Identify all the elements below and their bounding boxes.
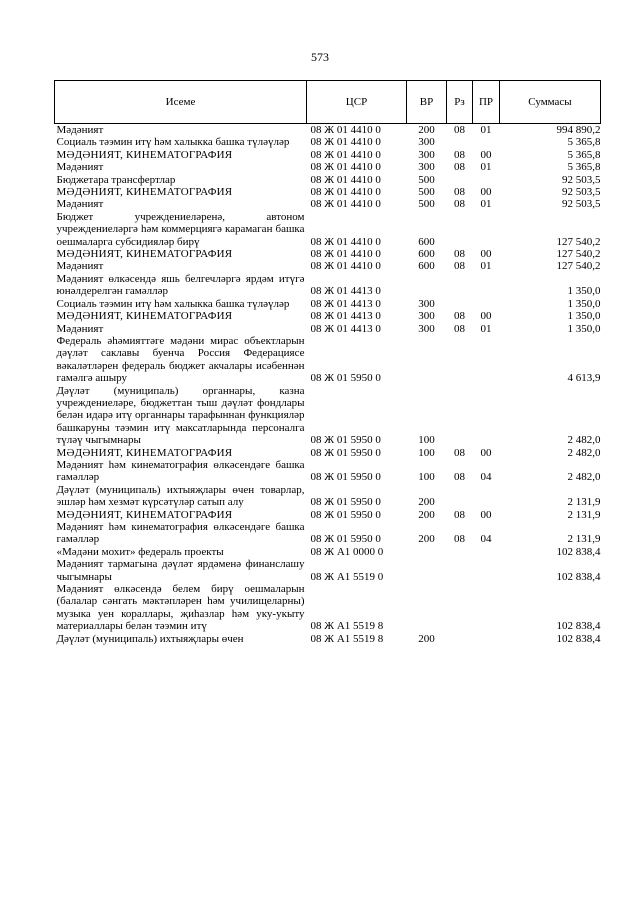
cell-vr: 200 [418, 632, 435, 645]
table-row [55, 521, 601, 546]
cell-vr: 600 [418, 248, 435, 261]
cell-pr [473, 174, 500, 186]
cell-rz: 08 [454, 471, 465, 484]
cell-sum: 102 838,4 [556, 545, 601, 558]
cell-sum: 1 350,0 [567, 310, 601, 323]
cell-rz [447, 335, 473, 385]
cell-csr: 08 Ж 01 4410 0 [310, 186, 381, 199]
cell-sum: 4 613,9 [567, 372, 601, 385]
cell-name: Мәдәният һәм кинематография өлкәсендәге башка гамәлләр [56, 458, 305, 484]
cell-pr [473, 273, 500, 298]
table-row [55, 149, 601, 161]
cell-csr: 08 Ж 01 4410 0 [310, 148, 381, 161]
cell-name: Мәдәният һәм кинематография өлкәсендәге башка гамәлләр [56, 521, 305, 546]
budget-table [54, 80, 601, 645]
cell-pr [473, 558, 500, 583]
cell-pr: 00 [480, 186, 492, 199]
cell-sum: 127 540,2 [556, 260, 601, 273]
cell-sum: 92 503,5 [562, 198, 601, 211]
cell-rz: 08 [454, 533, 465, 546]
cell-name: МӘДӘНИЯТ, КИНЕМАТОГРАФИЯ [56, 446, 233, 459]
cell-name: Дәүләт (муниципаль) ихтыяҗлары өчен товарлар, эшләр һәм хезмәт күрсәтүләр сатып алу [56, 483, 305, 509]
cell-vr: 600 [418, 235, 435, 248]
cell-csr: 08 Ж 01 4413 0 [310, 322, 381, 335]
cell-name: Дәүләт (муниципаль) органнары, казна учреждениеләре, бюджеттан тыш дәүләт фондлары белән идарә итү органнары тарафыннан функцияләр башкаруны тәэмин итү максатларында персоналга түләү чыгымнары [56, 384, 305, 447]
cell-csr: 08 Ж А1 5519 8 [310, 632, 384, 645]
header-sum: Суммасы [500, 81, 601, 124]
cell-pr [473, 136, 500, 148]
cell-name: Бюджетара трансфертлар [56, 173, 176, 186]
cell-vr: 600 [418, 260, 435, 273]
cell-name: Мәдәният [56, 322, 104, 335]
cell-pr: 04 [480, 533, 492, 546]
table-row [55, 298, 601, 310]
cell-vr: 200 [418, 124, 435, 136]
cell-pr: 01 [480, 260, 492, 273]
table-row [55, 546, 601, 558]
cell-rz: 08 [454, 310, 465, 323]
cell-csr: 08 Ж 01 5950 0 [310, 471, 381, 484]
cell-name: МӘДӘНИЯТ, КИНЕМАТОГРАФИЯ [56, 148, 233, 161]
cell-csr: 08 Ж 01 4410 0 [310, 161, 381, 174]
cell-csr: 08 Ж 01 4410 0 [310, 173, 381, 186]
cell-pr: 00 [480, 446, 492, 459]
table-row [55, 174, 601, 186]
cell-pr: 00 [480, 508, 492, 521]
cell-sum: 2 131,9 [567, 508, 601, 521]
cell-pr: 04 [480, 471, 492, 484]
cell-name: Мәдәният [56, 124, 104, 136]
cell-vr: 200 [418, 533, 435, 546]
cell-vr: 500 [418, 173, 435, 186]
cell-rz: 08 [454, 260, 465, 273]
cell-csr: 08 Ж 01 4413 0 [310, 297, 381, 310]
cell-csr: 08 Ж 01 5950 0 [310, 434, 381, 447]
table-row [55, 260, 601, 272]
table-row [55, 310, 601, 322]
cell-rz [447, 484, 473, 509]
cell-name: Мәдәният тармагына дәүләт ярдәменә финанслашу чыгымнары [56, 558, 305, 583]
cell-pr [473, 385, 500, 447]
header-name: Исеме [55, 81, 307, 124]
table-row [55, 633, 601, 645]
table-row [55, 248, 601, 260]
cell-sum: 102 838,4 [556, 632, 601, 645]
cell-vr: 200 [418, 508, 435, 521]
cell-name: МӘДӘНИЯТ, КИНЕМАТОГРАФИЯ [56, 508, 233, 521]
cell-csr: 08 Ж 01 4413 0 [310, 310, 381, 323]
cell-rz: 08 [454, 248, 465, 261]
table-row [55, 335, 601, 385]
cell-csr: 08 Ж 01 5950 0 [310, 533, 381, 546]
header-csr: ЦСР [307, 81, 407, 124]
cell-vr: 200 [418, 496, 435, 509]
cell-sum: 5 365,8 [567, 136, 601, 149]
cell-name: Дәүләт (муниципаль) ихтыяҗлары өчен [56, 632, 244, 645]
cell-vr: 500 [418, 198, 435, 211]
cell-pr [473, 546, 500, 558]
cell-rz [447, 273, 473, 298]
cell-pr: 01 [480, 322, 492, 335]
cell-pr: 01 [480, 161, 492, 174]
cell-sum: 2 482,0 [567, 446, 601, 459]
cell-rz: 08 [454, 446, 465, 459]
cell-sum: 1 350,0 [567, 322, 601, 335]
cell-vr: 300 [418, 310, 435, 323]
cell-name: МӘДӘНИЯТ, КИНЕМАТОГРАФИЯ [56, 186, 233, 199]
cell-pr: 00 [480, 310, 492, 323]
cell-name: Федераль әһәмияттәге мәдәни мирас объектларын дәүләт саклавы буенча Россия Федерациясе вәкаләтләрен федераль бюджет акчалары исәбеннән гамәлгә ашыру [56, 334, 305, 385]
cell-vr [407, 273, 447, 298]
cell-name: «Мәдәни мохит» федераль проекты [56, 545, 224, 558]
cell-pr [473, 633, 500, 645]
cell-rz: 08 [454, 322, 465, 335]
cell-vr: 100 [418, 446, 435, 459]
cell-rz: 08 [454, 508, 465, 521]
header-rz: Рз [447, 81, 473, 124]
cell-csr: 08 Ж 01 4410 0 [310, 235, 381, 248]
cell-vr: 300 [418, 136, 435, 149]
page-number: 573 [311, 50, 329, 64]
cell-csr: 08 Ж А1 5519 8 [310, 620, 384, 633]
cell-sum: 102 838,4 [556, 570, 601, 583]
cell-rz [447, 211, 473, 248]
cell-sum: 127 540,2 [556, 235, 601, 248]
cell-name: Социаль тәэмин итү һәм халыкка башка түләүләр [56, 297, 290, 310]
cell-csr: 08 Ж 01 4410 0 [310, 198, 381, 211]
cell-sum: 2 131,9 [567, 533, 601, 546]
cell-vr [407, 558, 447, 583]
table-row [55, 186, 601, 198]
cell-sum: 1 350,0 [567, 285, 601, 298]
cell-rz: 08 [454, 148, 465, 161]
cell-pr [473, 484, 500, 509]
cell-pr [473, 298, 500, 310]
cell-csr: 08 Ж А1 0000 0 [310, 545, 384, 558]
header-row [55, 81, 601, 124]
cell-vr [407, 335, 447, 385]
cell-rz [447, 298, 473, 310]
cell-pr [473, 583, 500, 633]
table-row [55, 484, 601, 509]
cell-csr: 08 Ж 01 4413 0 [310, 285, 381, 298]
cell-vr: 300 [418, 161, 435, 174]
table-row [55, 447, 601, 459]
cell-rz [447, 136, 473, 148]
cell-rz: 08 [454, 198, 465, 211]
table-row [55, 323, 601, 335]
cell-name: Бюджет учреждениеләренә, автоном учреждениеләргә һәм коммерциягә карамаган башка оешмаларга субсидияләр бирү [56, 210, 305, 248]
table-header [55, 81, 601, 124]
table-row [55, 136, 601, 148]
cell-pr: 01 [480, 198, 492, 211]
cell-pr: 01 [480, 124, 492, 136]
cell-csr: 08 Ж 01 4410 0 [310, 248, 381, 261]
cell-rz [447, 558, 473, 583]
cell-csr: 08 Ж 01 4410 0 [310, 124, 381, 136]
cell-rz [447, 546, 473, 558]
cell-name: Мәдәният [56, 161, 104, 174]
cell-sum: 1 350,0 [567, 297, 601, 310]
budget-table-container [54, 80, 600, 645]
cell-sum: 994 890,2 [556, 124, 601, 136]
cell-csr: 08 Ж 01 5950 0 [310, 446, 381, 459]
cell-sum: 92 503,5 [562, 186, 601, 199]
table-row [55, 211, 601, 248]
cell-name: Социаль тәэмин итү һәм халыкка башка түләүләр [56, 136, 290, 149]
table-row [55, 385, 601, 447]
cell-csr: 08 Ж 01 5950 0 [310, 372, 381, 385]
header-pr: ПР [473, 81, 500, 124]
cell-sum: 102 838,4 [556, 620, 601, 633]
cell-vr [407, 583, 447, 633]
cell-pr: 00 [480, 248, 492, 261]
cell-sum: 2 131,9 [567, 496, 601, 509]
cell-csr: 08 Ж 01 5950 0 [310, 496, 381, 509]
cell-vr: 300 [418, 322, 435, 335]
cell-name: Мәдәният өлкәсендә белем бирү оешмаларын (балалар сәнгать мәктәпләрен һәм училищеларны) музыка уен кораллары, җиһазлар һәм уку-укыту материаллары белән тәэмин итү [56, 583, 305, 633]
table-row [55, 273, 601, 298]
cell-vr: 100 [418, 471, 435, 484]
cell-rz: 08 [454, 124, 465, 136]
table-body [55, 124, 601, 646]
cell-csr: 08 Ж 01 5950 0 [310, 508, 381, 521]
cell-pr [473, 335, 500, 385]
cell-vr [407, 546, 447, 558]
cell-csr: 08 Ж А1 5519 0 [310, 570, 384, 583]
table-row [55, 459, 601, 484]
cell-csr: 08 Ж 01 4410 0 [310, 136, 381, 149]
table-row [55, 558, 601, 583]
cell-vr: 500 [418, 186, 435, 199]
cell-sum: 2 482,0 [567, 471, 601, 484]
table-row [55, 161, 601, 173]
table-row [55, 583, 601, 633]
cell-pr: 00 [480, 148, 492, 161]
cell-name: Мәдәният [56, 198, 104, 211]
cell-name: МӘДӘНИЯТ, КИНЕМАТОГРАФИЯ [56, 248, 233, 261]
cell-rz [447, 174, 473, 186]
cell-rz [447, 633, 473, 645]
cell-sum: 127 540,2 [556, 248, 601, 261]
cell-vr: 300 [418, 297, 435, 310]
cell-rz [447, 583, 473, 633]
cell-rz: 08 [454, 161, 465, 174]
cell-sum: 5 365,8 [567, 148, 601, 161]
table-row [55, 509, 601, 521]
cell-rz: 08 [454, 186, 465, 199]
table-row [55, 124, 601, 137]
cell-vr: 100 [418, 434, 435, 447]
cell-name: МӘДӘНИЯТ, КИНЕМАТОГРАФИЯ [56, 310, 233, 323]
cell-vr: 300 [418, 148, 435, 161]
cell-name: Мәдәният өлкәсендә яшь белгечләргә ярдәм итүгә юнәлдерелгән гамәлләр [56, 272, 305, 298]
header-vr: ВР [407, 81, 447, 124]
cell-sum: 92 503,5 [562, 173, 601, 186]
cell-name: Мәдәният [56, 260, 104, 273]
cell-rz [447, 385, 473, 447]
cell-sum: 2 482,0 [567, 434, 601, 447]
cell-csr: 08 Ж 01 4410 0 [310, 260, 381, 273]
cell-pr [473, 211, 500, 248]
table-row [55, 198, 601, 210]
cell-sum: 5 365,8 [567, 161, 601, 174]
